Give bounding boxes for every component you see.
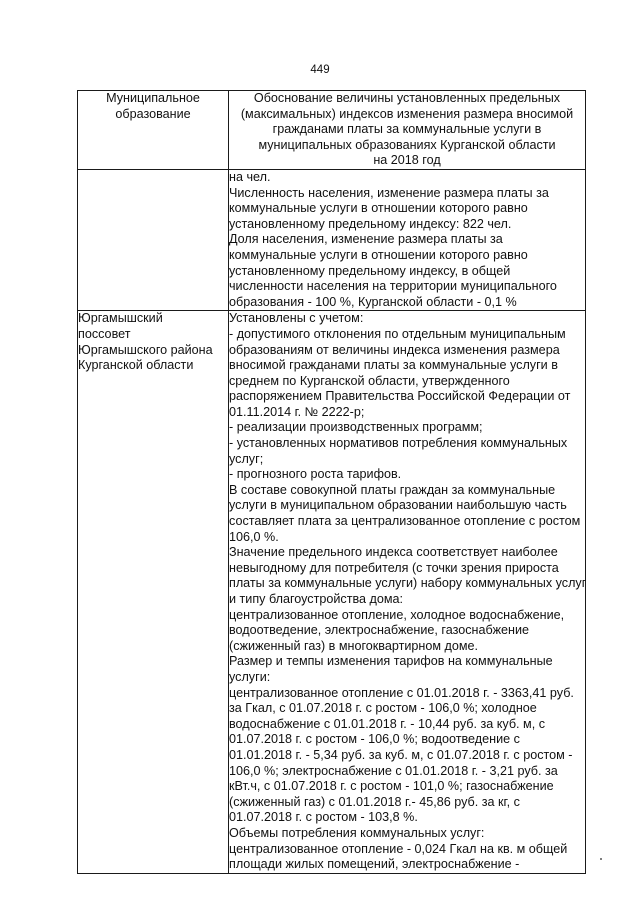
header-justification-line: гражданами платы за коммунальные услуги в: [272, 122, 542, 137]
text-line: Численность населения, изменение размера платы за: [229, 185, 549, 200]
text-line: площади жилых помещений, электроснабжение -: [229, 857, 520, 872]
text-line: 01.07.2018 г. с ростом - 103,8 %.: [229, 810, 418, 825]
text-line: централизованное отопление - 0,024 Гкал на кв. м общей: [229, 841, 568, 856]
table-row: [78, 311, 586, 873]
header-justification-line: (максимальных) индексов изменения размера вносимой: [240, 106, 574, 121]
municipality-cell: [78, 311, 229, 873]
text-line: услуги в муниципальном образовании наибольшую часть: [229, 498, 567, 513]
text-line: 01.11.2014 г. № 2222-р;: [229, 404, 365, 419]
text-line: кВт.ч, с 01.07.2018 г. с ростом - 101,0 %; газоснабжение: [229, 779, 554, 794]
text-line: (сжиженный газ) с 01.01.2018 г.- 45,86 руб. за кг, с: [229, 794, 520, 809]
text-line: Размер и темпы изменения тарифов на коммунальные: [229, 654, 553, 669]
text-line: Объемы потребления коммунальных услуг:: [229, 825, 485, 840]
text-line: 01.07.2018 г. с ростом - 106,0 %; водоотведение с: [229, 732, 520, 747]
text-line: на чел.: [229, 169, 271, 184]
text-line: - допустимого отклонения по отдельным муниципальным: [229, 326, 566, 341]
text-line: централизованное отопление, холодное водоснабжение,: [229, 607, 565, 622]
text-line: образованиям от величины индекса изменения размера: [229, 342, 560, 357]
text-line: поссовет: [78, 326, 131, 341]
text-line: установленному предельному индексу, в общей: [229, 263, 511, 278]
text-line: - реализации производственных программ;: [229, 420, 483, 435]
justification-cell: [229, 311, 586, 873]
text-line: 106,0 %.: [229, 529, 279, 544]
header-municipality-line: образование: [115, 106, 191, 121]
text-line: Значение предельного индекса соответствует наиболее: [229, 545, 558, 560]
text-line: за Гкал, с 01.07.2018 г. с ростом - 106,0 %; холодное: [229, 701, 537, 716]
scan-speck: [600, 858, 602, 860]
text-line: Доля населения, изменение размера платы за: [229, 232, 503, 247]
header-justification-line: Обоснование величины установленных предельных: [253, 91, 561, 105]
text-line: - прогнозного роста тарифов.: [229, 467, 402, 482]
text-line: В составе совокупной платы граждан за коммунальные: [229, 482, 556, 497]
page-number: 449: [310, 64, 330, 76]
header-municipality: [78, 91, 229, 170]
text-line: коммунальные услуги в отношении которого равно: [229, 247, 528, 262]
text-line: водоотведение, электроснабжение, газоснабжение: [229, 623, 529, 638]
table-header-row: [78, 91, 586, 170]
text-line: 01.01.2018 г. - 5,34 руб. за куб. м, с 01.07.2018 г. с ростом -: [229, 747, 573, 762]
text-line: - установленных нормативов потребления коммунальных: [229, 436, 568, 451]
text-line: 106,0 %; электроснабжение с 01.01.2018 г. - 3,21 руб. за: [229, 763, 558, 778]
text-line: Установлены с учетом:: [229, 311, 364, 326]
municipality-cell-empty: [78, 169, 229, 310]
text-line: составляет плата за централизованное отопление с ростом: [229, 514, 581, 529]
text-line: распоряжением Правительства Российской Федерации от: [229, 389, 571, 404]
text-line: (сжиженный газ) в многоквартирном доме.: [229, 638, 479, 653]
text-line: вносимой гражданами платы за коммунальные услуги в: [229, 358, 558, 373]
text-line: образования - 100 %, Курганской области - 0,1 %: [229, 294, 517, 309]
text-line: и типу благоустройства дома:: [229, 592, 404, 606]
header-municipality-line: Муниципальное: [106, 91, 200, 105]
text-line: услуги:: [229, 669, 271, 684]
header-justification: [229, 91, 586, 170]
text-line: услуг;: [229, 451, 264, 466]
table-row-continued: [78, 169, 586, 310]
text-line: Курганской области: [78, 358, 194, 373]
text-line: невыгодному для потребителя (с точки зрения прироста: [229, 560, 559, 575]
text-line: водоснабжение с 01.01.2018 г. - 10,44 руб. за куб. м, с: [229, 716, 546, 731]
header-justification-line: муниципальных образованиях Курганской области: [258, 137, 556, 152]
justification-cell-continued: [229, 169, 586, 310]
text-line: установленному предельному индексу: 822 чел.: [229, 216, 512, 231]
text-line: коммунальные услуги в отношении которого равно: [229, 201, 528, 216]
text-line: Юргамышского района: [78, 342, 213, 357]
tariff-justification-table: [77, 90, 586, 874]
header-justification-line: на 2018 год: [373, 153, 441, 168]
text-line: платы за коммунальные услуги) набору коммунальных услуг: [229, 576, 587, 591]
text-line: среднем по Курганской области, утвержденного: [229, 373, 510, 388]
text-line: централизованное отопление с 01.01.2018 г. - 3363,41 руб.: [229, 685, 574, 700]
text-line: Юргамышский: [78, 311, 163, 326]
text-line: численности населения на территории муниципального: [229, 279, 557, 294]
